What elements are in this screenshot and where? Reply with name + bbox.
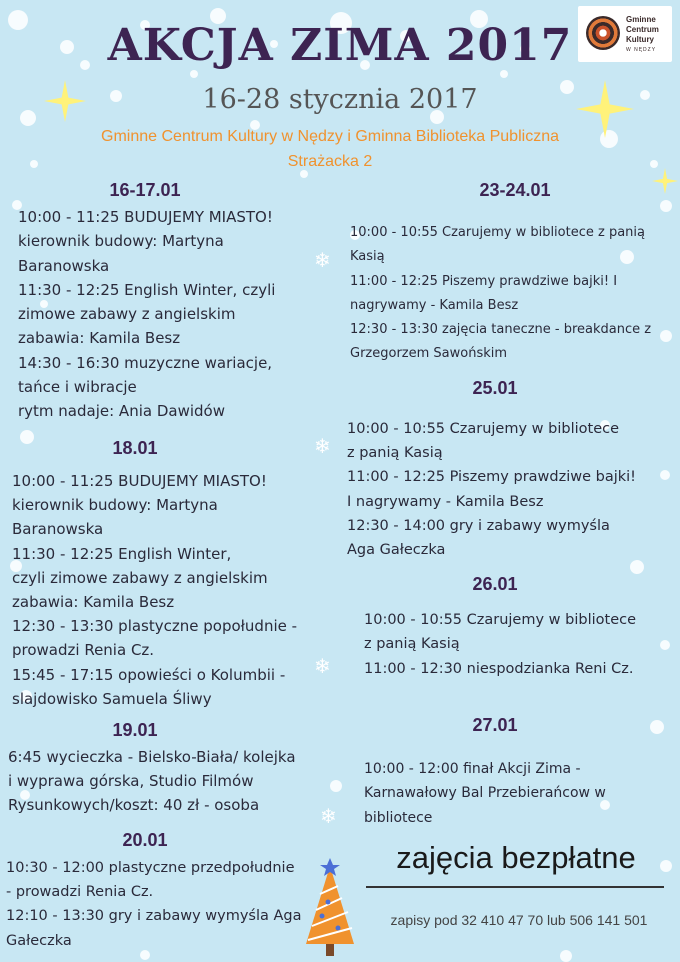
logo-line: Gminne — [626, 15, 656, 24]
free-classes-label: zajęcia bezpłatne — [396, 840, 636, 875]
registration-phone: zapisy pod 32 410 47 70 lub 506 141 501 — [390, 912, 648, 928]
activity-line: 15:45 - 17:15 opowieści o Kolumbii - — [12, 665, 286, 684]
activity-line: 10:00 - 10:55 Czarujemy w bibliotece — [347, 421, 620, 437]
activity-line: 10:00 - 10:55 Czarujemy w bibliotece z panią — [350, 225, 645, 240]
activity-line: 10:30 - 12:00 plastyczne przedpołudnie — [6, 860, 295, 876]
snowflake-icon: ❄ — [314, 248, 331, 272]
activity-line: czyli zimowe zabawy z angielskim — [12, 568, 268, 587]
activity-line: 10:00 - 10:55 Czarujemy w bibliotece — [364, 612, 637, 628]
snow-dot — [560, 950, 572, 962]
day-activities — [18, 205, 275, 424]
snow-dot — [660, 200, 672, 212]
snowflake-icon: ❄ — [314, 434, 331, 458]
activity-line: Karnawałowy Bal Przebierańcow w — [364, 785, 606, 802]
activity-line: 12:30 - 13:30 plastyczne popołudnie - — [12, 617, 298, 636]
activity-line: 10:00 - 11:25 BUDUJEMY MIASTO! — [18, 208, 273, 226]
activity-line: Gałeczka — [6, 932, 72, 949]
activity-line: zabawia: Kamila Besz — [12, 593, 175, 612]
activity-line: kierownik budowy: Martyna — [18, 232, 224, 251]
activity-line: i wyprawa górska, Studio Filmów — [8, 772, 254, 790]
day-heading: 19.01 — [112, 720, 158, 740]
day-heading: 26.01 — [472, 574, 518, 594]
activity-line: Kasią — [350, 249, 385, 265]
activity-line: tańce i wibracje — [18, 378, 137, 397]
snow-dot — [300, 170, 308, 178]
activity-line: bibliotece — [364, 809, 433, 826]
activity-line: 10:00 - 12:00 finał Akcji Zima - — [364, 761, 581, 777]
snow-dot — [20, 430, 34, 444]
snowflake-icon: ❄ — [314, 654, 331, 678]
activity-line: Rysunkowych/koszt: 40 zł - osoba — [8, 796, 260, 814]
day-activities — [364, 608, 636, 681]
activity-line: 11:30 - 12:25 English Winter, — [12, 544, 232, 563]
activity-line: Grzegorzem Sawońskim — [350, 346, 508, 362]
activity-line: Aga Gałeczka — [347, 542, 446, 559]
day-activities — [347, 417, 636, 562]
organizer-name: Gminne Centrum Kultury w Nędzy i Gminna Biblioteka Publiczna — [101, 128, 559, 145]
day-activities — [6, 856, 302, 953]
date-range: 16-28 stycznia 2017 — [202, 84, 478, 115]
activity-line: 11:00 - 12:30 niespodzianka Reni Cz. — [364, 660, 634, 677]
snow-dot — [650, 720, 664, 734]
divider — [366, 886, 664, 888]
day-heading: 16-17.01 — [109, 180, 181, 200]
day-heading: 25.01 — [472, 378, 518, 398]
day-heading: 23-24.01 — [479, 180, 551, 200]
day-heading: 27.01 — [472, 715, 518, 735]
day-heading: 20.01 — [122, 830, 168, 850]
activity-line: nagrywamy - Kamila Besz — [350, 297, 519, 313]
activity-line: 11:00 - 12:25 Piszemy prawdziwe bajki! — [347, 469, 636, 486]
day-activities — [12, 469, 297, 711]
christmas-tree-icon — [298, 858, 362, 958]
snow-dot — [660, 640, 670, 650]
snow-dot — [500, 70, 508, 78]
activity-line: zimowe zabawy z angielskim — [18, 305, 236, 324]
day-activities — [364, 757, 606, 830]
activity-line: 11:00 - 12:25 Piszemy prawdziwe bajki! I — [350, 273, 618, 289]
activity-line: 12:10 - 13:30 gry i zabawy wymyśla Aga — [6, 908, 302, 925]
activity-line: zabawia: Kamila Besz — [18, 329, 181, 348]
activity-line: 12:30 - 13:30 zajęcia taneczne - breakdance z — [350, 322, 652, 338]
activity-line: Baranowska — [12, 520, 104, 539]
logo-line: Centrum — [626, 25, 659, 34]
activity-line: 12:30 - 14:00 gry i zabawy wymyśla — [347, 517, 610, 534]
activity-line: z panią Kasią — [364, 636, 460, 653]
activity-line: - prowadzi Renia Cz. — [6, 884, 154, 901]
snow-dot — [190, 70, 198, 78]
activity-line: z panią Kasią — [347, 445, 443, 462]
activity-line: Baranowska — [18, 256, 110, 275]
organizer-address: Strażacka 2 — [287, 153, 373, 170]
activity-line: slajdowisko Samuela Śliwy — [12, 689, 212, 708]
page-title: AKCJA ZIMA 2017 — [107, 20, 573, 71]
day-activities — [8, 745, 296, 817]
star-icon — [652, 168, 678, 194]
logo-line: W NĘDZY — [626, 47, 657, 53]
snow-dot — [660, 470, 670, 480]
activity-line: I nagrywamy - Kamila Besz — [347, 493, 544, 510]
logo-line: Kultury — [626, 35, 654, 44]
activity-line: rytm nadaje: Ania Dawidów — [18, 402, 225, 421]
activity-line: kierownik budowy: Martyna — [12, 496, 218, 515]
snow-dot — [330, 780, 342, 792]
activity-line: 11:30 - 12:25 English Winter, czyli — [18, 280, 276, 299]
snow-dot — [660, 330, 672, 342]
day-heading: 18.01 — [112, 438, 158, 458]
activity-line: 14:30 - 16:30 muzyczne wariacje, — [18, 353, 273, 372]
activity-line: 10:00 - 11:25 BUDUJEMY MIASTO! — [12, 472, 267, 490]
activity-line: prowadzi Renia Cz. — [12, 641, 155, 660]
day-activities — [350, 221, 651, 367]
activity-line: 6:45 wycieczka - Bielsko-Biała/ kolejka — [8, 748, 296, 766]
snowflake-icon: ❄ — [320, 804, 337, 828]
